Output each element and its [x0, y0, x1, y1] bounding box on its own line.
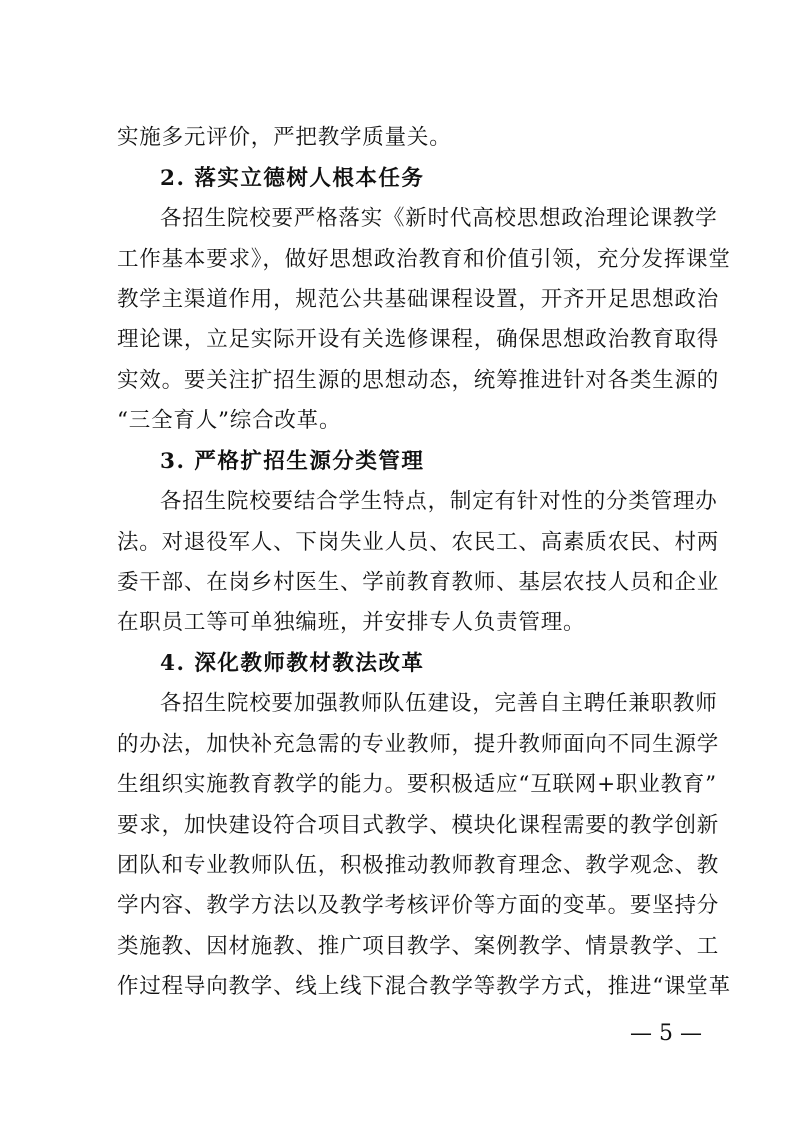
text-line: 学内容、教学方法以及教学考核评价等方面的变革。要坚持分 — [117, 893, 720, 918]
page-number: — 5 — — [630, 1021, 702, 1046]
text-line: 作过程导向教学、线上线下混合教学等教学方式，推进“课堂革 — [117, 974, 731, 999]
text-line: 团队和专业教师队伍，积极推动教师教育理念、教学观念、教 — [117, 853, 720, 878]
paragraph-first-line: 各招生院校要加强教师队伍建设，完善自主聘任兼职教师 — [160, 691, 718, 716]
section-heading: 4. 深化教师教材教法改革 — [160, 651, 425, 676]
text-line: “三全育人”综合改革。 — [117, 408, 342, 433]
text-line: 实施多元评价，严把教学质量关。 — [117, 125, 452, 150]
text-line: 法。对退役军人、下岗失业人员、农民工、高素质农民、村两 — [117, 530, 720, 555]
section-heading: 3. 严格扩招生源分类管理 — [160, 449, 425, 474]
section-heading: 2. 落实立德树人根本任务 — [160, 166, 425, 191]
text-line: 要求，加快建设符合项目式教学、模块化课程需要的教学创新 — [117, 813, 720, 838]
text-line: 生组织实施教育教学的能力。要积极适应“互联网+职业教育” — [117, 772, 717, 797]
text-line: 的办法，加快补充急需的专业教师，提升教师面向不同生源学 — [117, 732, 720, 757]
text-line: 在职员工等可单独编班，并安排专人负责管理。 — [117, 610, 586, 635]
paragraph-first-line: 各招生院校要严格落实《新时代高校思想政治理论课教学 — [160, 206, 718, 231]
text-line: 理论课，立足实际开设有关选修课程，确保思想政治教育取得 — [117, 327, 720, 352]
text-line: 类施教、因材施教、推广项目教学、案例教学、情景教学、工 — [117, 934, 720, 959]
text-line: 委干部、在岗乡村医生、学前教育教师、基层农技人员和企业 — [117, 570, 720, 595]
text-line: 工作基本要求》，做好思想政治教育和价值引领，充分发挥课堂 — [117, 247, 731, 272]
text-line: 实效。要关注扩招生源的思想动态，统筹推进针对各类生源的 — [117, 368, 720, 393]
paragraph-first-line: 各招生院校要结合学生特点，制定有针对性的分类管理办 — [160, 489, 718, 514]
text-line: 教学主渠道作用，规范公共基础课程设置，开齐开足思想政治 — [117, 287, 720, 312]
